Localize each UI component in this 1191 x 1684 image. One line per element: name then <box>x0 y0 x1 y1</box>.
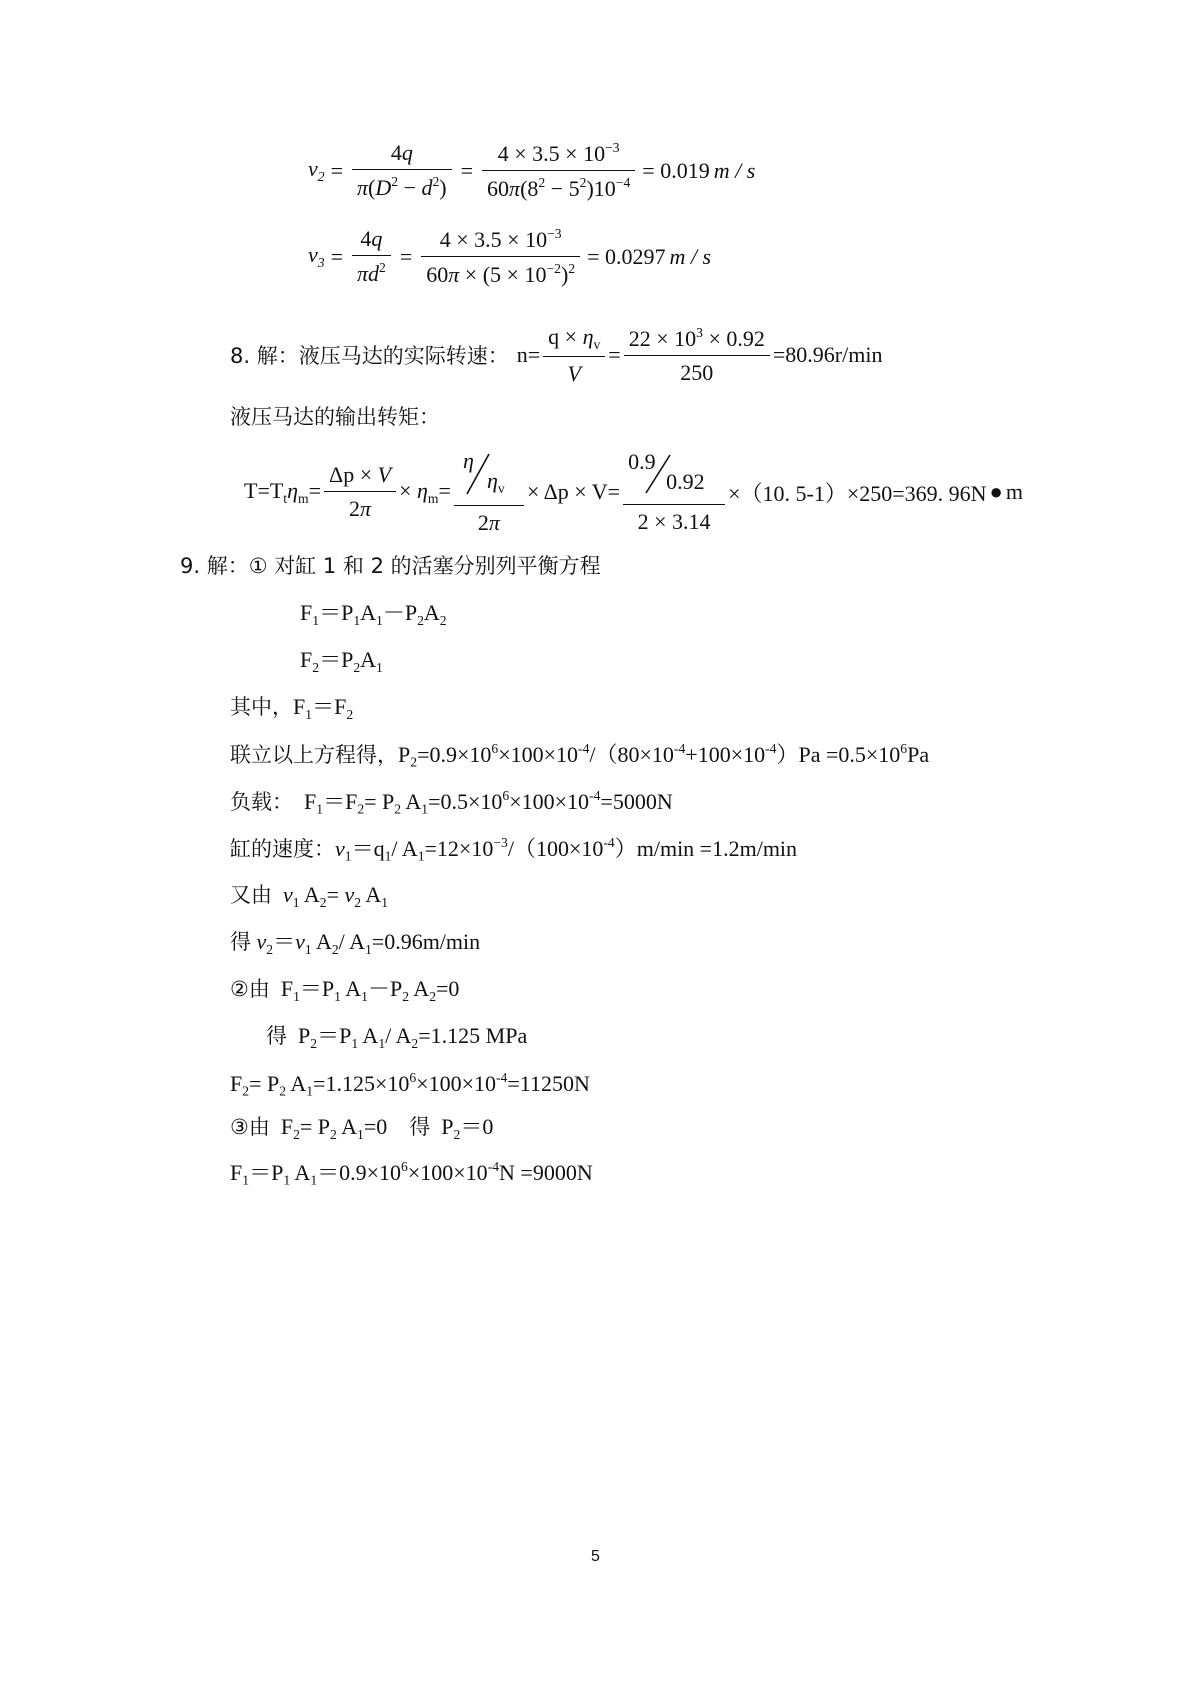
item9-eq1: $F_1=P_1A_1-P_2A_2$ <box>300 600 447 628</box>
item9-eq2: $F_2=P_2A_1$ <box>300 647 383 675</box>
item9-heading: 9. 解：① 对缸 1 和 2 的活塞分别列平衡方程 <box>180 554 601 578</box>
item9-part3: ③由 $F_2= P_2$ $A_1=0$ 得 $P_2=0$ <box>230 1114 494 1142</box>
item9-get-v2: 得 $v_2=v_1$ $A_2/$ $A_1=0.96m/\min$ <box>230 929 481 957</box>
item8-torque: $T=T_t\eta_m=$ $\frac{\Delta p \times V}{2\pi}$ × $\eta_m=$ η $\eta_v$ 2π × Δp × V= 0.9 0.92 2 × 3.14 ×（10. 5-1）×250=369. 96N ● m <box>244 448 1023 535</box>
equation-v3: $v_3$ = $\frac{4q}{\pi d^2}$ = $\frac{4 \times 3.5 \times 10^{-3}}{60\pi \times (5 \times 10^{-2})^2}$ = 0.0297 m / s <box>308 226 712 287</box>
item9-load: 负载： $F_1=F_2= P_2$ $A_1=0.5\times 10^6\times 100\times 10^{-4}=5000N$ <box>230 788 673 817</box>
item9-f1: $F_1=P_1$ $A_1=0.9\times 10^6\times 100\times 10^{-4}N =9000N$ <box>230 1159 593 1188</box>
item9-part2-result: 得 $P_2=P_1$ $A_1/$ $A_2=1.125$ MPa <box>266 1023 528 1051</box>
page-number: 5 <box>591 1548 600 1565</box>
item9-also: 又由 $v_1$ $A_2= v_2$ $A_1$ <box>230 882 389 910</box>
bullet-dot: ● <box>989 479 1003 504</box>
item9-where: 其中，$F_1=F_2$ <box>230 694 354 722</box>
slash-mark <box>628 449 720 495</box>
item9-part2: ②由 $F_1=P_1$ $A_1-P_2$ $A_2=0$ <box>230 976 460 1004</box>
eta-over-eta-v: η $\eta_v$ <box>459 448 519 496</box>
item9-speed: 缸的速度：$v_1=q_1/$ $A_1=12\times 10^{-3}/(100\times 10^{-4})m/\min =1.2m/\min$ <box>230 835 798 864</box>
item8-speed: 8. 解：液压马达的实际转速： n= $\frac{q \times \eta_v}{V}$ = $\frac{22 \times 10^3 \times 0.92}{250}$ =80.96r/min <box>230 324 883 386</box>
0.9-over-0.92: 0.9 0.92 <box>628 449 720 495</box>
slash-mark <box>459 448 519 496</box>
item9-f2: $F_2= P_2$ $A_1=1.125\times 10^6\times 100\times 10^{-4}=11250N$ <box>230 1070 590 1099</box>
item8-torque-label: 液压马达的输出转矩： <box>230 405 440 429</box>
item9-combine: 联立以上方程得，$P_2=0.9\times 10^6\times 100\times 10^{-4}/(80\times 10^{-4}+100\times 10^{-4})Pa =0.5\times 10^6Pa$ <box>230 741 930 770</box>
equation-v2: $v_2$ = $\frac{4q}{\pi(D^2 - d^2)}$ = $\frac{4 \times 3.5 \times 10^{-3}}{60\pi(8^2 - 5^2)10^{-4}}$ = 0.019 m / s <box>308 140 756 201</box>
